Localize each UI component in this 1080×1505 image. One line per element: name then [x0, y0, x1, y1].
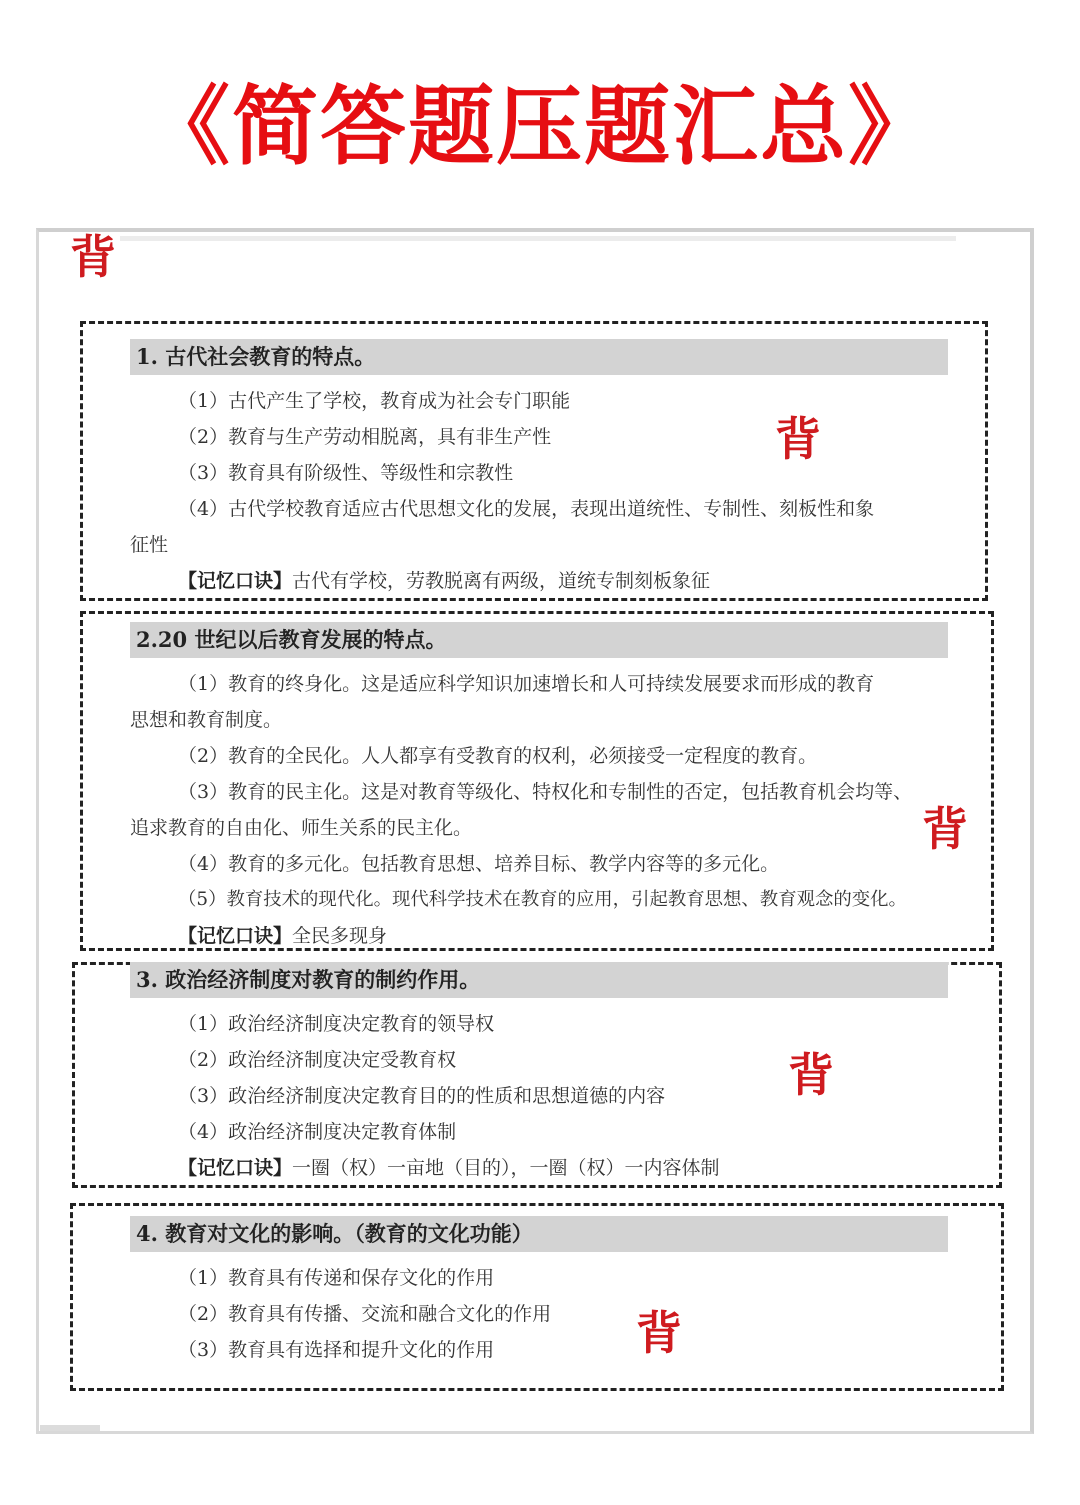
- mnemonic: [178, 918, 387, 954]
- section-line: （4）教育的多元化。包括教育思想、培养目标、教学内容等的多元化。: [178, 853, 780, 875]
- mnemonic-label: 【记忆口诀】: [178, 1157, 293, 1179]
- section-line: （1）教育的终身化。这是适应科学知识加速增长和人可持续发展要求而形成的教育: [178, 673, 875, 695]
- section-line: （2）政治经济制度决定受教育权: [178, 1049, 457, 1071]
- section-line: （4）古代学校教育适应古代思想文化的发展，表现出道统性、专制性、刻板性和象: [178, 498, 875, 520]
- mnemonic: [178, 1150, 720, 1186]
- section-line: （2）教育与生产劳动相脱离，具有非生产性: [178, 426, 552, 448]
- frame-shadow: [120, 236, 956, 241]
- mnemonic-text: 一圈（权）一亩地（目的），一圈（权）一内容体制: [292, 1157, 720, 1179]
- section-line: （5）教育技术的现代化。现代科学技术在教育的应用，引起教育思想、教育观念的变化。: [178, 889, 907, 910]
- section-line: （3）政治经济制度决定教育目的的性质和思想道德的内容: [178, 1085, 666, 1107]
- mnemonic-text: 全民多现身: [292, 925, 388, 947]
- section-line: （1）教育具有传递和保存文化的作用: [178, 1267, 495, 1289]
- frame-shadow: [40, 1425, 100, 1431]
- section-heading: 3. 政治经济制度对教育的制约作用。: [130, 962, 948, 998]
- mnemonic-text: 古代有学校，劳教脱离有两级，道统专制刻板象征: [292, 570, 711, 592]
- memorize-stamp: 背: [922, 802, 968, 856]
- memorize-stamp: 背: [788, 1048, 834, 1102]
- section-line: （1）政治经济制度决定教育的领导权: [178, 1013, 495, 1035]
- page-title: 《简答题压题汇总》: [144, 77, 936, 177]
- mnemonic: [178, 563, 710, 599]
- mnemonic-label: 【记忆口诀】: [178, 925, 293, 947]
- memorize-stamp: 背: [636, 1306, 682, 1360]
- section-line: 征性: [130, 534, 169, 556]
- section-heading: 4. 教育对文化的影响。（教育的文化功能）: [130, 1216, 948, 1252]
- section-line: （4）政治经济制度决定教育体制: [178, 1121, 457, 1143]
- section-line: 追求教育的自由化、师生关系的民主化。: [130, 817, 473, 839]
- section-line: （3）教育具有选择和提升文化的作用: [178, 1339, 495, 1361]
- section-line: 思想和教育制度。: [130, 709, 283, 731]
- section-line: （3）教育具有阶级性、等级性和宗教性: [178, 462, 514, 484]
- mnemonic-label: 【记忆口诀】: [178, 570, 293, 592]
- memorize-stamp: 背: [775, 412, 821, 466]
- section-line: （3）教育的民主化。这是对教育等级化、特权化和专制性的否定，包括教育机会均等、: [178, 781, 913, 803]
- section-line: （2）教育的全民化。人人都享有受教育的权利，必须接受一定程度的教育。: [178, 745, 818, 767]
- memorize-stamp: 背: [70, 230, 116, 284]
- section-line: （2）教育具有传播、交流和融合文化的作用: [178, 1303, 552, 1325]
- section-line: （1）古代产生了学校，教育成为社会专门职能: [178, 390, 571, 412]
- section-heading: 1. 古代社会教育的特点。: [130, 339, 948, 375]
- section-heading: 2.20 世纪以后教育发展的特点。: [130, 622, 948, 658]
